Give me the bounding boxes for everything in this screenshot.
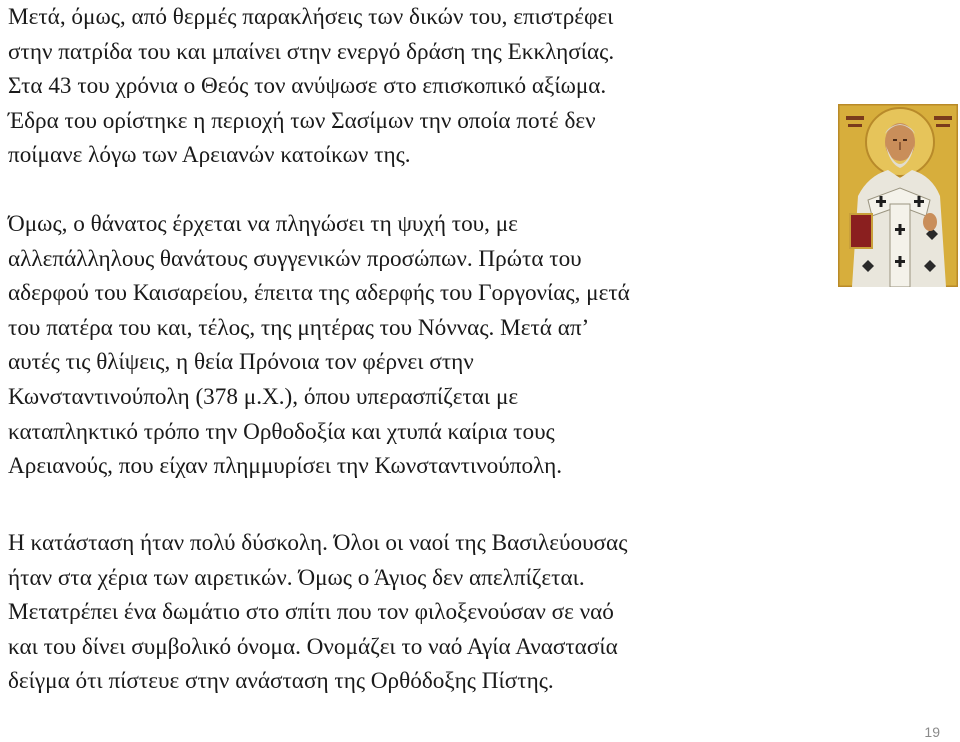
text-line: αλλεπάλληλους θανάτους συγγενικών προσώπων. Πρώτα του [8, 245, 582, 272]
text-line: Μετά, όμως, από θερμές παρακλήσεις των δικών του, επιστρέφει [8, 4, 614, 30]
text-line: Όμως, ο θάνατος έρχεται να πληγώσει τη ψυχή του, με [8, 211, 518, 237]
text-line: καταπληκτικό τρόπο την Ορθοδοξία και χτυπά καίρια τους [8, 418, 555, 445]
text-line: δείγμα ότι πίστευε στην ανάσταση της Ορθόδοξης Πίστης. [8, 668, 554, 695]
text-line: αυτές τις θλίψεις, η θεία Πρόνοια τον φέρνει στην [8, 349, 474, 376]
text-line: Μετατρέπει ένα δωμάτιο στο σπίτι που τον φιλοξενούσαν σε ναό [8, 599, 614, 626]
text-line: του πατέρα του και, τέλος, της μητέρας του Νόννας. Μετά απ’ [8, 314, 590, 341]
text-line: Στα 43 του χρόνια ο Θεός τον ανύψωσε στο επισκοπικό αξίωμα. [8, 73, 607, 100]
text-line: αδερφού του Καισαρείου, έπειτα της αδερφής του Γοργονίας, μετά [8, 280, 630, 307]
text-line: Έδρα του ορίστηκε η περιοχή των Σασίμων την οποία ποτέ δεν [8, 107, 596, 134]
text-line: ήταν στα χέρια των αιρετικών. Όμως ο Άγιος δεν απελπίζεται. [8, 564, 585, 591]
text-line: Αρειανούς, που είχαν πλημμυρίσει την Κωνσταντινούπολη. [8, 453, 563, 480]
paragraph-1 [8, 0, 614, 173]
paragraph-2 [8, 207, 630, 484]
page-number: 19 [924, 724, 940, 740]
text-line: Κωνσταντινούπολη (378 μ.Χ.), όπου υπερασπίζεται με [8, 383, 519, 410]
paragraph-3 [8, 526, 627, 699]
text-line: ποίμανε λόγω των Αρειανών κατοίκων της. [8, 142, 411, 169]
text-line: και του δίνει συμβολικό όνομα. Ονομάζει το ναό Αγία Αναστασία [8, 633, 618, 660]
text-line: στην πατρίδα του και μπαίνει στην ενεργό δράση της Εκκλησίας. [8, 38, 615, 65]
text-line: Η κατάσταση ήταν πολύ δύσκολη. Όλοι οι ναοί της Βασιλεύουσας [8, 530, 628, 556]
saint-gregory-icon [838, 104, 958, 287]
